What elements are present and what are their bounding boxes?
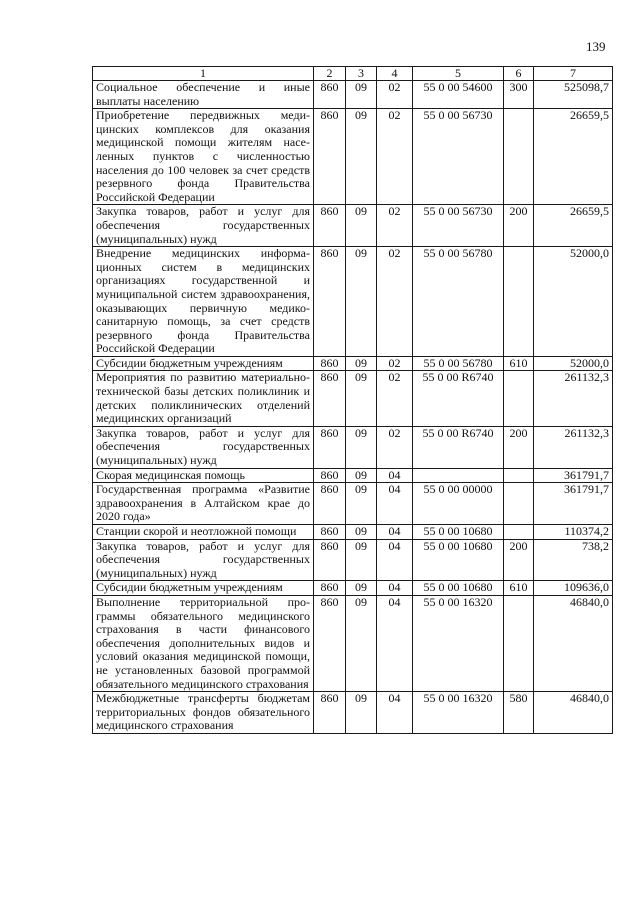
table-row: [93, 581, 613, 596]
cell-subsection-code: 04: [377, 525, 413, 540]
cell-name: Станции скорой и неотложной помощи: [93, 525, 314, 540]
cell-expense-type: [504, 109, 534, 205]
cell-target-article: 55 0 00 00000: [413, 483, 504, 525]
cell-target-article: 55 0 00 56730: [413, 109, 504, 205]
cell-section-code: 09: [346, 371, 377, 426]
cell-amount: 361791,7: [534, 468, 613, 483]
cell-section-code: 09: [346, 525, 377, 540]
column-header-1: 1: [93, 67, 314, 81]
cell-target-article: 55 0 00 54600: [413, 81, 504, 109]
cell-subsection-code: 02: [377, 356, 413, 371]
cell-section-code: 09: [346, 692, 377, 734]
table-row: [93, 692, 613, 734]
column-header-2: 2: [314, 67, 346, 81]
cell-amount: 46840,0: [534, 595, 613, 691]
cell-subsection-code: 02: [377, 371, 413, 426]
cell-section-code: 09: [346, 468, 377, 483]
cell-target-article: 55 0 00 16320: [413, 595, 504, 691]
cell-target-article: 55 0 00 10680: [413, 581, 504, 596]
cell-amount: 261132,3: [534, 426, 613, 468]
cell-ministry-code: 860: [314, 525, 346, 540]
cell-expense-type: 200: [504, 426, 534, 468]
cell-amount: 52000,0: [534, 356, 613, 371]
table-header-row: [93, 67, 613, 81]
cell-ministry-code: 860: [314, 109, 346, 205]
cell-expense-type: [504, 525, 534, 540]
cell-amount: 261132,3: [534, 371, 613, 426]
cell-target-article: 55 0 00 10680: [413, 525, 504, 540]
cell-target-article: 55 0 00 56730: [413, 205, 504, 247]
cell-section-code: 09: [346, 356, 377, 371]
cell-ministry-code: 860: [314, 81, 346, 109]
cell-section-code: 09: [346, 483, 377, 525]
cell-name: Субсидии бюджетным учреждениям: [93, 581, 314, 596]
cell-subsection-code: 04: [377, 539, 413, 581]
cell-expense-type: [504, 595, 534, 691]
cell-target-article: 55 0 00 10680: [413, 539, 504, 581]
cell-expense-type: [504, 468, 534, 483]
cell-name: Социальное обеспечение и иные выплаты населению: [93, 81, 314, 109]
cell-name: Выполнение территориальной программы обязательного медицинского страхования в части финансового обеспечения дополнительных видов и условий оказания медицинской помощи, не установленных базовой программой обязательного медицинского страхования: [93, 595, 314, 691]
cell-section-code: 09: [346, 539, 377, 581]
column-header-7: 7: [534, 67, 613, 81]
cell-ministry-code: 860: [314, 468, 346, 483]
cell-ministry-code: 860: [314, 247, 346, 357]
table-row: [93, 247, 613, 357]
cell-section-code: 09: [346, 109, 377, 205]
column-header-6: 6: [504, 67, 534, 81]
cell-name: Межбюджетные трансферты бюджетам территориальных фондов обязательного медицинского страхования: [93, 692, 314, 734]
cell-amount: 361791,7: [534, 483, 613, 525]
table-row: [93, 539, 613, 581]
table-row: [93, 468, 613, 483]
cell-name: Закупка товаров, работ и услуг для обеспечения государственных (муниципальных) нужд: [93, 539, 314, 581]
table-row: [93, 81, 613, 109]
cell-name: Внедрение медицинских информационных систем в медицинских организациях государственной и муниципальной систем здравоохранения, оказывающих первичную медико-санитарную помощь, за счет средств резервного фонда Правительства Российской Федерации: [93, 247, 314, 357]
cell-subsection-code: 04: [377, 581, 413, 596]
table-row: [93, 483, 613, 525]
cell-amount: 525098,7: [534, 81, 613, 109]
cell-subsection-code: 04: [377, 483, 413, 525]
cell-ministry-code: 860: [314, 539, 346, 581]
budget-table: [92, 66, 613, 734]
page-number: 139: [586, 39, 606, 54]
cell-amount: 110374,2: [534, 525, 613, 540]
cell-ministry-code: 860: [314, 581, 346, 596]
cell-amount: 26659,5: [534, 205, 613, 247]
cell-section-code: 09: [346, 426, 377, 468]
column-header-4: 4: [377, 67, 413, 81]
column-header-5: 5: [413, 67, 504, 81]
cell-expense-type: [504, 247, 534, 357]
cell-section-code: 09: [346, 205, 377, 247]
cell-subsection-code: 02: [377, 426, 413, 468]
cell-name: Мероприятия по развитию материально-технической базы детских поликлиник и детских поликлинических отделений медицинских организаций: [93, 371, 314, 426]
cell-subsection-code: 04: [377, 692, 413, 734]
cell-expense-type: [504, 371, 534, 426]
cell-amount: 46840,0: [534, 692, 613, 734]
cell-section-code: 09: [346, 581, 377, 596]
cell-name: Закупка товаров, работ и услуг для обеспечения государственных (муниципальных) нужд: [93, 426, 314, 468]
cell-subsection-code: 04: [377, 595, 413, 691]
cell-target-article: 55 0 00 56780: [413, 356, 504, 371]
cell-ministry-code: 860: [314, 595, 346, 691]
table-row: [93, 356, 613, 371]
cell-expense-type: 200: [504, 205, 534, 247]
table-body: [93, 81, 613, 734]
cell-amount: 26659,5: [534, 109, 613, 205]
cell-expense-type: 300: [504, 81, 534, 109]
table-row: [93, 205, 613, 247]
cell-name: Закупка товаров, работ и услуг для обеспечения государственных (муниципальных) нужд: [93, 205, 314, 247]
cell-amount: 109636,0: [534, 581, 613, 596]
cell-target-article: 55 0 00 56780: [413, 247, 504, 357]
cell-target-article: 55 0 00 R6740: [413, 371, 504, 426]
cell-ministry-code: 860: [314, 426, 346, 468]
table-row: [93, 525, 613, 540]
cell-section-code: 09: [346, 247, 377, 357]
cell-amount: 52000,0: [534, 247, 613, 357]
cell-ministry-code: 860: [314, 205, 346, 247]
cell-target-article: 55 0 00 R6740: [413, 426, 504, 468]
table-row: [93, 595, 613, 691]
table-row: [93, 426, 613, 468]
cell-subsection-code: 02: [377, 205, 413, 247]
cell-target-article: 55 0 00 16320: [413, 692, 504, 734]
cell-name: Приобретение передвижных медицинских комплексов для оказания медицинской помощи жителям населенных пунктов с численностью населения до 100 человек за счет средств резервного фонда Правительства Российской Федерации: [93, 109, 314, 205]
cell-subsection-code: 02: [377, 81, 413, 109]
cell-name: Субсидии бюджетным учреждениям: [93, 356, 314, 371]
cell-subsection-code: 04: [377, 468, 413, 483]
column-header-3: 3: [346, 67, 377, 81]
cell-subsection-code: 02: [377, 247, 413, 357]
cell-expense-type: 610: [504, 356, 534, 371]
cell-ministry-code: 860: [314, 356, 346, 371]
cell-name: Государственная программа «Развитие здравоохранения в Алтайском крае до 2020 года»: [93, 483, 314, 525]
cell-expense-type: 200: [504, 539, 534, 581]
cell-expense-type: 580: [504, 692, 534, 734]
cell-expense-type: 610: [504, 581, 534, 596]
cell-section-code: 09: [346, 81, 377, 109]
cell-amount: 738,2: [534, 539, 613, 581]
cell-expense-type: [504, 483, 534, 525]
cell-section-code: 09: [346, 595, 377, 691]
cell-ministry-code: 860: [314, 483, 346, 525]
cell-subsection-code: 02: [377, 109, 413, 205]
cell-target-article: [413, 468, 504, 483]
table-row: [93, 109, 613, 205]
cell-ministry-code: 860: [314, 692, 346, 734]
table-row: [93, 371, 613, 426]
cell-name: Скорая медицинская помощь: [93, 468, 314, 483]
cell-ministry-code: 860: [314, 371, 346, 426]
